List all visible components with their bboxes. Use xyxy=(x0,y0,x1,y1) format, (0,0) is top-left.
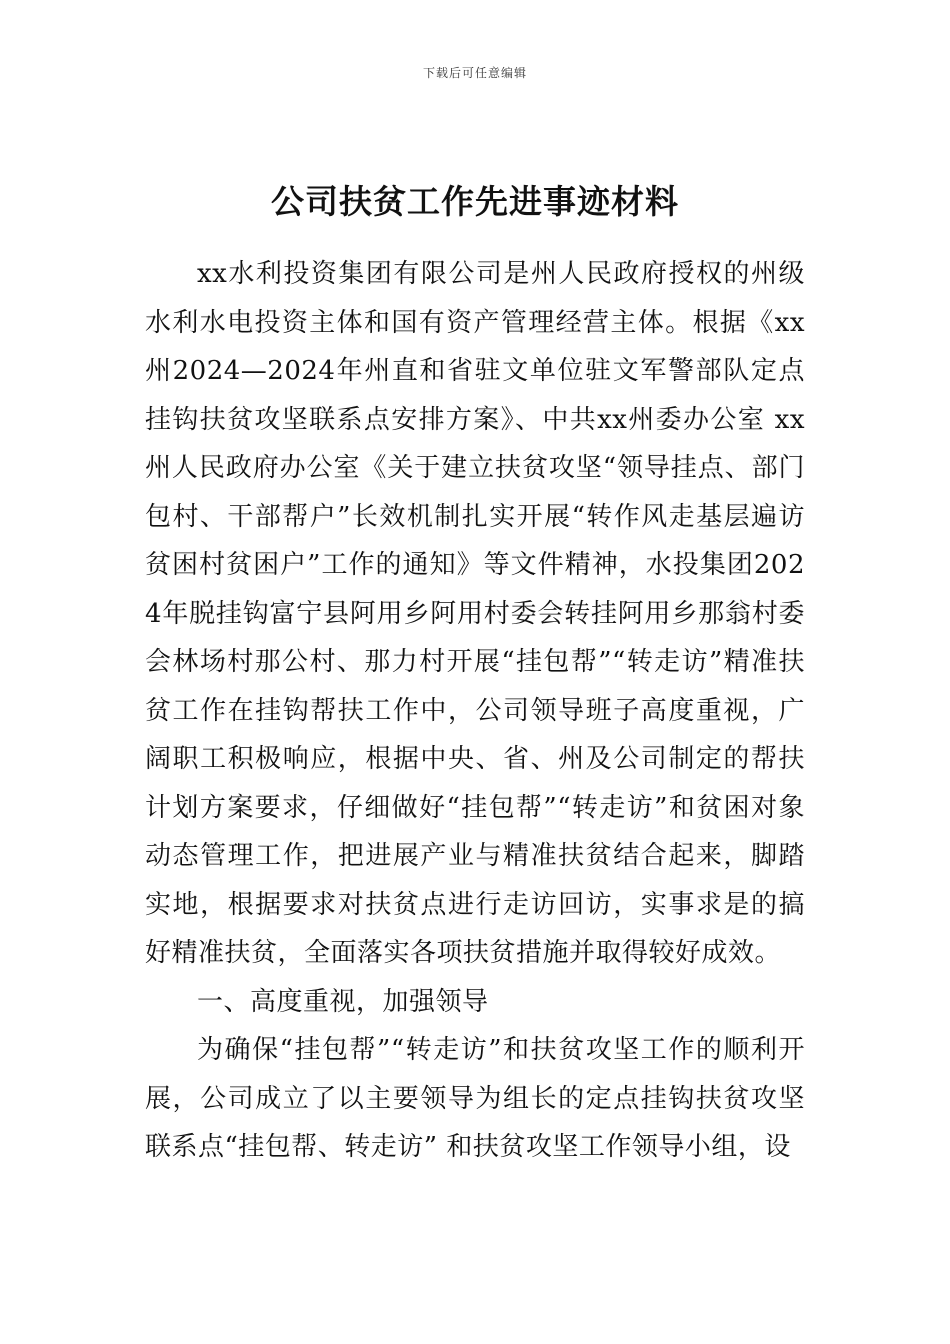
section-heading-1: 一、高度重视，加强领导 xyxy=(197,986,489,1017)
paragraph-intro: xx水利投资集团有限公司是州人民政府授权的州级水利水电投资主体和国有资产管理经营主体。根据《xx州2024—2024年州直和省驻文单位驻文军警部队定点挂钩扶贫攻坚联系点安排方案》、中共xx州委办公室 xx州人民政府办公室《关于建立扶贫攻坚“领导挂点、部门包村、干部帮户”长效机制扎实开展“转作风走基层遍访贫困村贫困户”工作的通知》等文件精神，水投集团2024年脱挂钩富宁县阿用乡阿用村委会转挂阿用乡那翁村委会林场村那公村、那力村开展“挂包帮”“转走访”精准扶贫工作在挂钩帮扶工作中，公司领导班子高度重视，广阔职工积极响应，根据中央、省、州及公司制定的帮扶计划方案要求，仔细做好“挂包帮”“转走访”和贫困对象动态管理工作，把进展产业与精准扶贫结合起来，脚踏实地，根据要求对扶贫点进行走访回访，实事求是的搞好精准扶贫，全面落实各项扶贫措施并取得较好成效。 xyxy=(145,259,805,968)
document-body xyxy=(145,250,805,1172)
document-title: 公司扶贫工作先进事迹材料 xyxy=(271,182,679,221)
paragraph-section-1: 为确保“挂包帮”“转走访”和扶贫攻坚工作的顺利开展，公司成立了以主要领导为组长的定点挂钩扶贫攻坚联系点“挂包帮、转走访” 和扶贫攻坚工作领导小组，设 xyxy=(145,1035,805,1162)
header-note: 下载后可任意编辑 xyxy=(422,66,527,80)
